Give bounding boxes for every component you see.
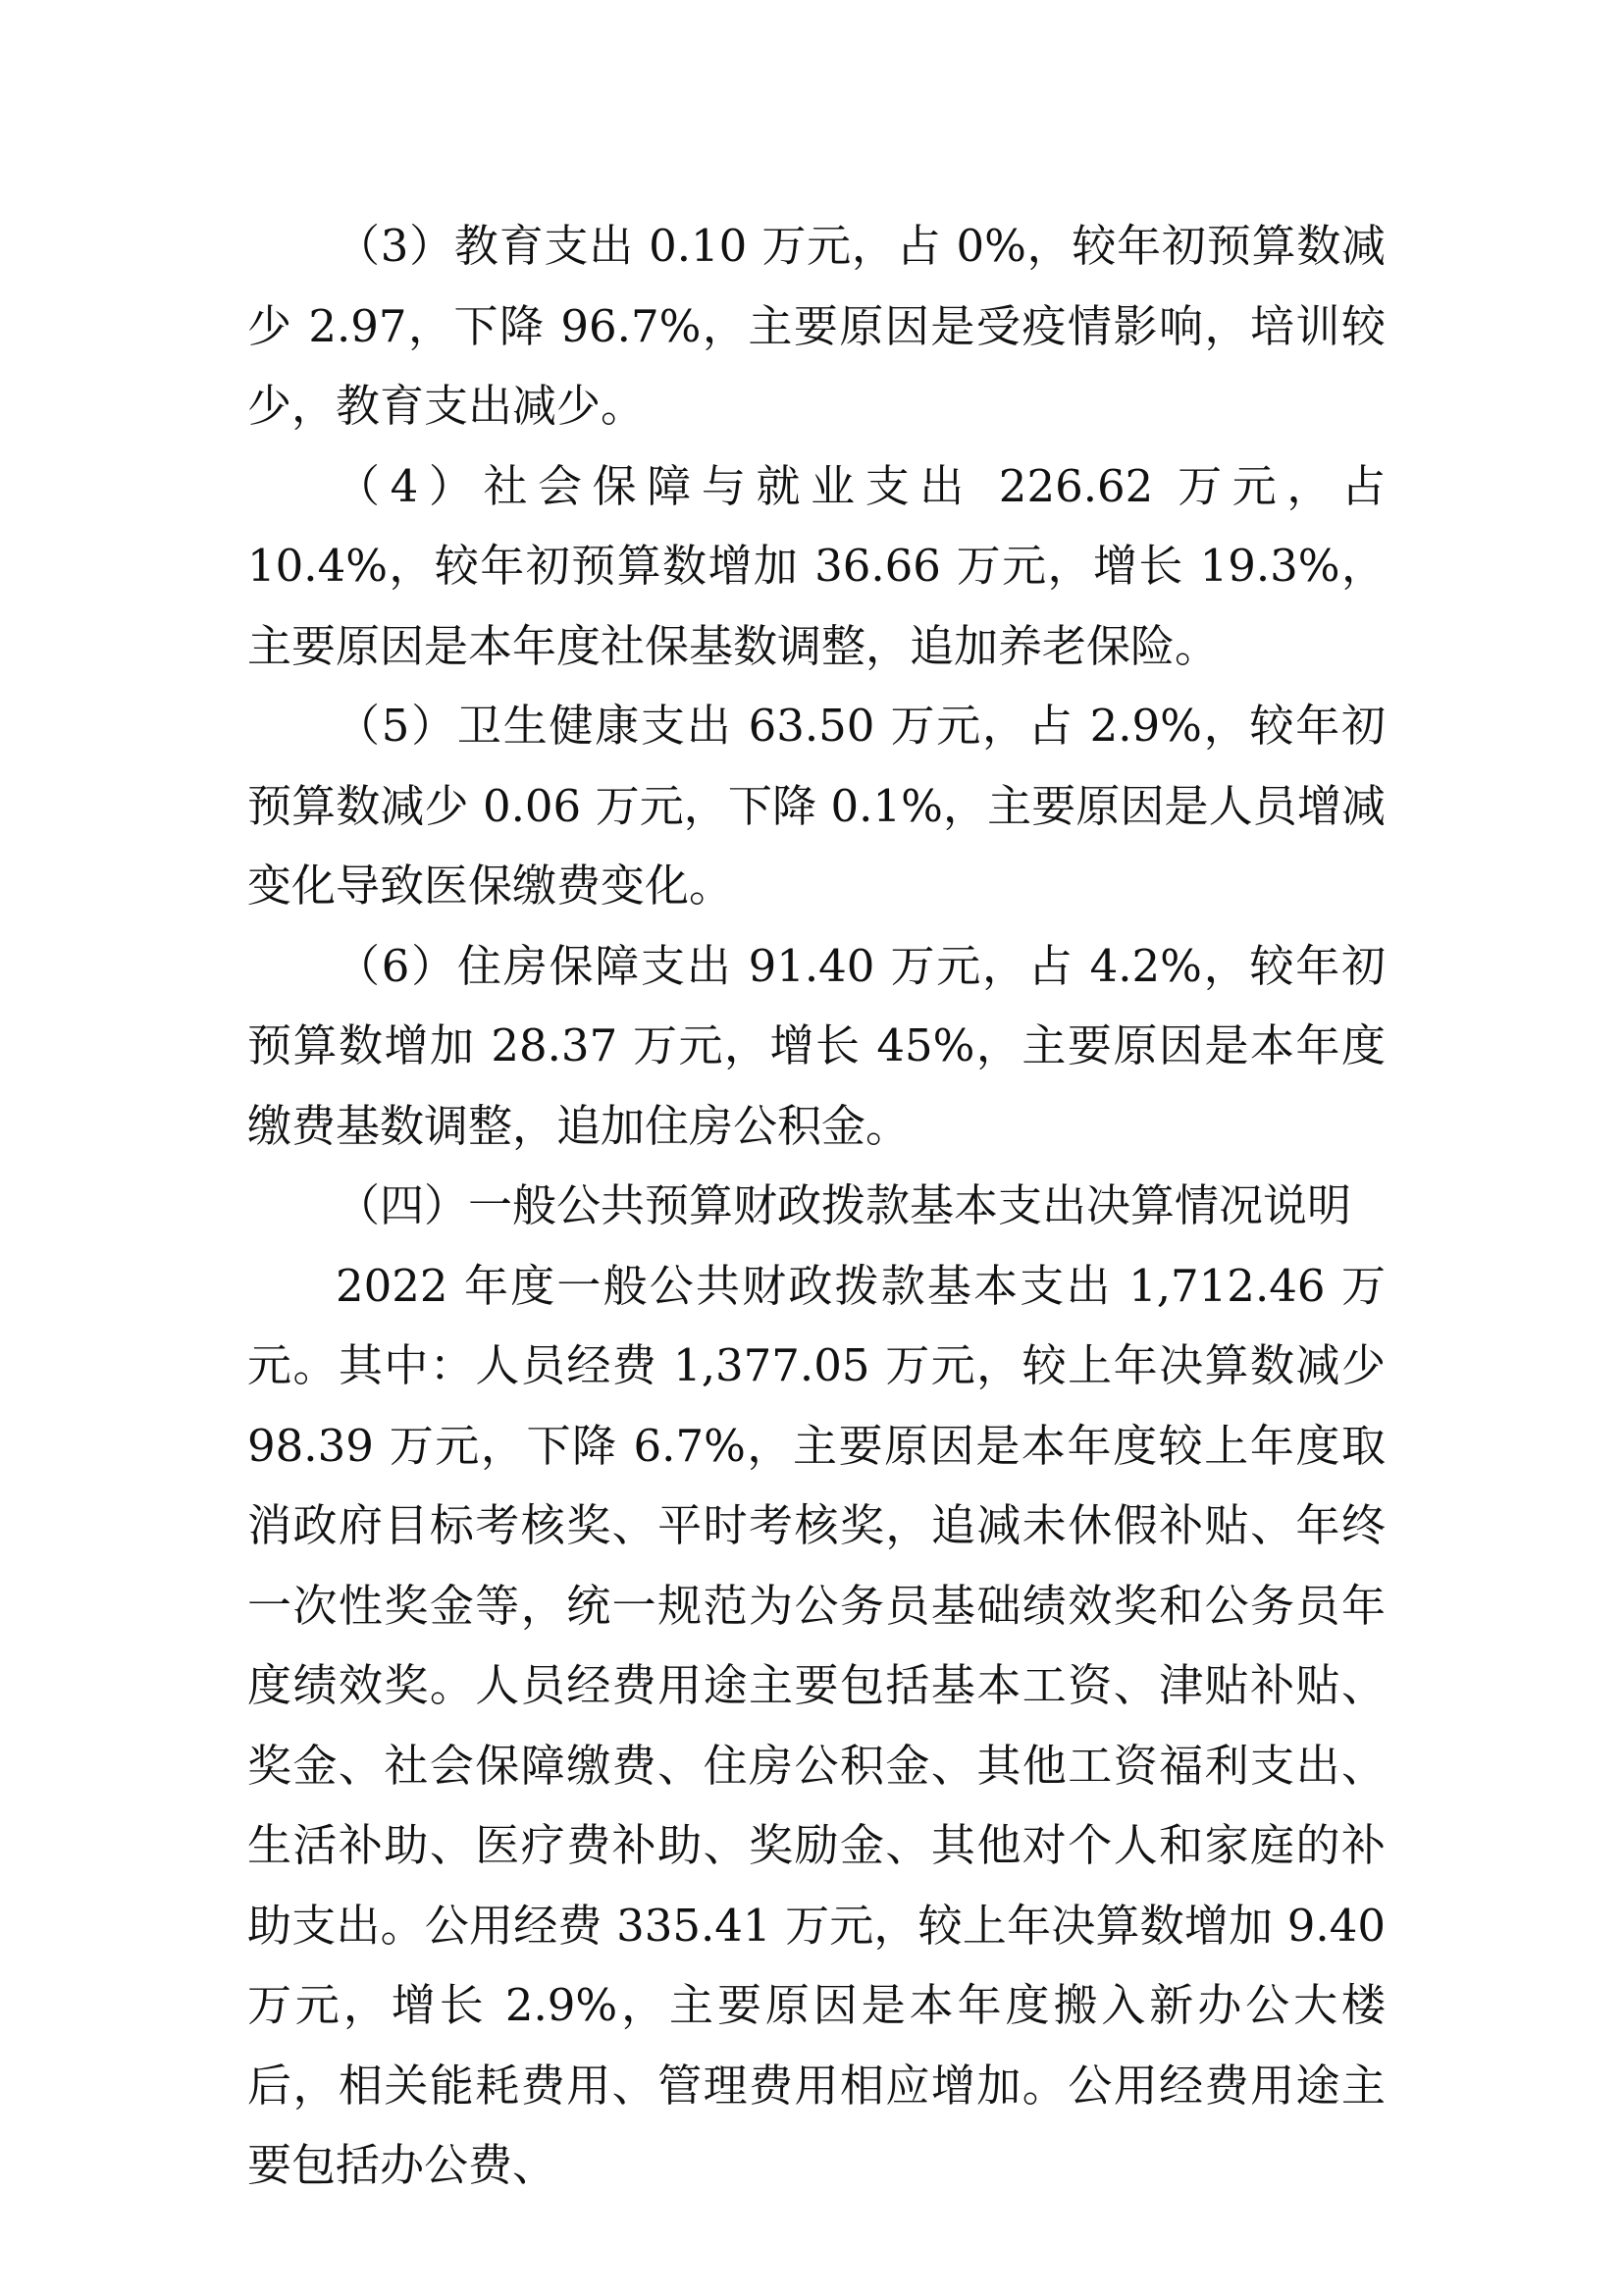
document-body xyxy=(247,206,1386,2206)
paragraph-health-expense: （5）卫生健康支出 63.50 万元，占 2.9%，较年初预算数减少 0.06 万元，下降 0.1%，主要原因是人员增减变化导致医保缴费变化。 xyxy=(247,700,1386,912)
paragraph-housing-expense: （6）住房保障支出 91.40 万元，占 4.2%，较年初预算数增加 28.37 万元，增长 45%，主要原因是本年度缴费基数调整，追加住房公积金。 xyxy=(247,939,1386,1152)
paragraph-basic-expenditure: 2022 年度一般公共财政拨款基本支出 1,712.46 万元。其中：人员经费 1,377.05 万元，较上年决算数减少 98.39 万元，下降 6.7%，主要原因是本年度较上年度取消政府目标考核奖、平时考核奖，追减未休假补贴、年终一次性奖金等，统一规范为公务员基础绩效奖和公务员年度绩效奖。人员经费用途主要包括基本工资、津贴补贴、奖金、社会保障缴费、住房公积金、其他工资福利支出、生活补助、医疗费补助、奖励金、其他对个人和家庭的补助支出。公用经费 335.41 万元，较上年决算数增加 9.40 万元，增长 2.9%，主要原因是本年度搬入新办公大楼后，相关能耗费用、管理费用相应增加。公用经费用途主要包括办公费、 xyxy=(247,1259,1386,2191)
paragraph-social-security-expense: （4）社会保障与就业支出 226.62 万元，占 10.4%，较年初预算数增加 36.66 万元，增长 19.3%，主要原因是本年度社保基数调整，追加养老保险。 xyxy=(247,459,1386,672)
section-heading-basic-expenditure: （四）一般公共预算财政拨款基本支出决算情况说明 xyxy=(336,1179,1352,1231)
paragraph-education-expense: （3）教育支出 0.10 万元，占 0%，较年初预算数减少 2.97，下降 96.7%，主要原因是受疫情影响，培训较少，教育支出减少。 xyxy=(247,220,1386,432)
